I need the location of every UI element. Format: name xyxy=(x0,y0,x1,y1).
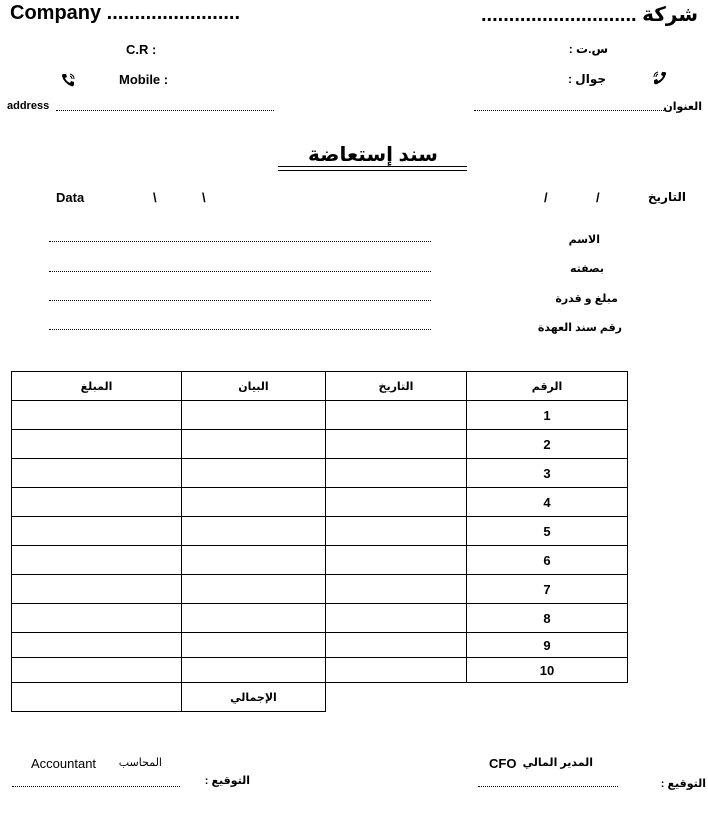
page-title: سند إستعاضة xyxy=(308,144,438,166)
name-field-label: الاسم xyxy=(568,234,600,246)
cell-amount[interactable] xyxy=(12,633,182,658)
cell-amount[interactable] xyxy=(12,604,182,633)
address-label-ar: العنوان xyxy=(663,101,702,113)
address-line-en[interactable] xyxy=(56,110,274,111)
accountant-signature-label: التوقيع : xyxy=(204,775,250,787)
cell-description[interactable] xyxy=(182,604,326,633)
cell-date[interactable] xyxy=(326,546,467,575)
amount-field-line[interactable] xyxy=(49,300,431,301)
cell-amount[interactable] xyxy=(12,488,182,517)
cfo-signature-line[interactable] xyxy=(478,786,618,787)
phone-icon xyxy=(652,70,668,86)
cell-description[interactable] xyxy=(182,633,326,658)
cell-number: 4 xyxy=(467,488,628,517)
company-name-ar: شركة ............................ xyxy=(480,4,698,26)
empty-cell xyxy=(467,683,628,712)
cell-description[interactable] xyxy=(182,517,326,546)
cell-number: 5 xyxy=(467,517,628,546)
table-row xyxy=(12,517,628,546)
name-field-line[interactable] xyxy=(49,241,431,242)
empty-cell xyxy=(326,683,467,712)
date-separator-ar: / xyxy=(544,190,548,205)
cell-number: 10 xyxy=(467,658,628,683)
table-total-row xyxy=(12,683,628,712)
cfo-label-ar: المدير المالي xyxy=(522,757,593,769)
table-row xyxy=(12,401,628,430)
table-row xyxy=(12,546,628,575)
cell-date[interactable] xyxy=(326,459,467,488)
cell-number: 9 xyxy=(467,633,628,658)
cell-amount[interactable] xyxy=(12,575,182,604)
table-row xyxy=(12,575,628,604)
custody-voucher-field-line[interactable] xyxy=(49,329,431,330)
cr-label-ar: س.ت : xyxy=(568,42,608,56)
accountant-label-en: Accountant xyxy=(31,756,97,771)
cell-amount[interactable] xyxy=(12,430,182,459)
title-underline xyxy=(278,166,467,171)
address-label-en: address xyxy=(7,100,50,112)
table-row xyxy=(12,459,628,488)
table-row xyxy=(12,633,628,658)
date-separator-en: \ xyxy=(202,190,206,205)
items-table xyxy=(11,371,628,712)
column-header-number: الرقم xyxy=(467,372,628,401)
custody-voucher-field-label: رقم سند العهدة xyxy=(537,322,622,334)
mobile-label-en: Mobile : xyxy=(119,72,169,87)
table-row xyxy=(12,488,628,517)
column-header-description: البيان xyxy=(182,372,326,401)
table-row xyxy=(12,430,628,459)
cfo-signature-label: التوقيع : xyxy=(660,778,706,790)
cell-number: 3 xyxy=(467,459,628,488)
accountant-label-ar: المحاسب xyxy=(118,757,162,769)
amount-field-label: مبلغ و قدرة xyxy=(555,293,618,305)
cell-description[interactable] xyxy=(182,401,326,430)
cr-label-en: C.R : xyxy=(126,42,157,57)
cell-date[interactable] xyxy=(326,517,467,546)
date-label-en: Data xyxy=(56,190,85,205)
cell-date[interactable] xyxy=(326,575,467,604)
cell-amount[interactable] xyxy=(12,459,182,488)
cell-description[interactable] xyxy=(182,658,326,683)
mobile-label-ar: جوال : xyxy=(567,72,606,86)
column-header-amount: المبلغ xyxy=(12,372,182,401)
cell-date[interactable] xyxy=(326,633,467,658)
cell-description[interactable] xyxy=(182,546,326,575)
capacity-field-line[interactable] xyxy=(49,271,431,272)
accountant-signature-line[interactable] xyxy=(12,786,180,787)
cell-date[interactable] xyxy=(326,430,467,459)
cfo-label-en: CFO xyxy=(489,756,517,771)
cell-number: 6 xyxy=(467,546,628,575)
cell-date[interactable] xyxy=(326,658,467,683)
date-label-ar: التاريخ xyxy=(647,190,686,204)
cell-date[interactable] xyxy=(326,488,467,517)
company-name-en: Company ........................ xyxy=(10,2,241,24)
address-line-ar[interactable] xyxy=(474,110,666,111)
cell-date[interactable] xyxy=(326,604,467,633)
cell-number: 1 xyxy=(467,401,628,430)
cell-number: 8 xyxy=(467,604,628,633)
cell-description[interactable] xyxy=(182,430,326,459)
cell-description[interactable] xyxy=(182,575,326,604)
capacity-field-label: بصفته xyxy=(569,263,604,275)
cell-date[interactable] xyxy=(326,401,467,430)
cell-number: 2 xyxy=(467,430,628,459)
cell-description[interactable] xyxy=(182,488,326,517)
date-separator-en: \ xyxy=(153,190,157,205)
table-header-row xyxy=(12,372,628,401)
cell-amount[interactable] xyxy=(12,658,182,683)
total-amount-cell[interactable] xyxy=(12,683,182,712)
cell-amount[interactable] xyxy=(12,401,182,430)
cell-amount[interactable] xyxy=(12,517,182,546)
date-separator-ar: / xyxy=(596,190,600,205)
table-row xyxy=(12,658,628,683)
column-header-date: التاريخ xyxy=(326,372,467,401)
cell-number: 7 xyxy=(467,575,628,604)
table-row xyxy=(12,604,628,633)
total-label: الإجمالي xyxy=(182,683,326,712)
phone-icon xyxy=(60,72,76,88)
cell-description[interactable] xyxy=(182,459,326,488)
cell-amount[interactable] xyxy=(12,546,182,575)
